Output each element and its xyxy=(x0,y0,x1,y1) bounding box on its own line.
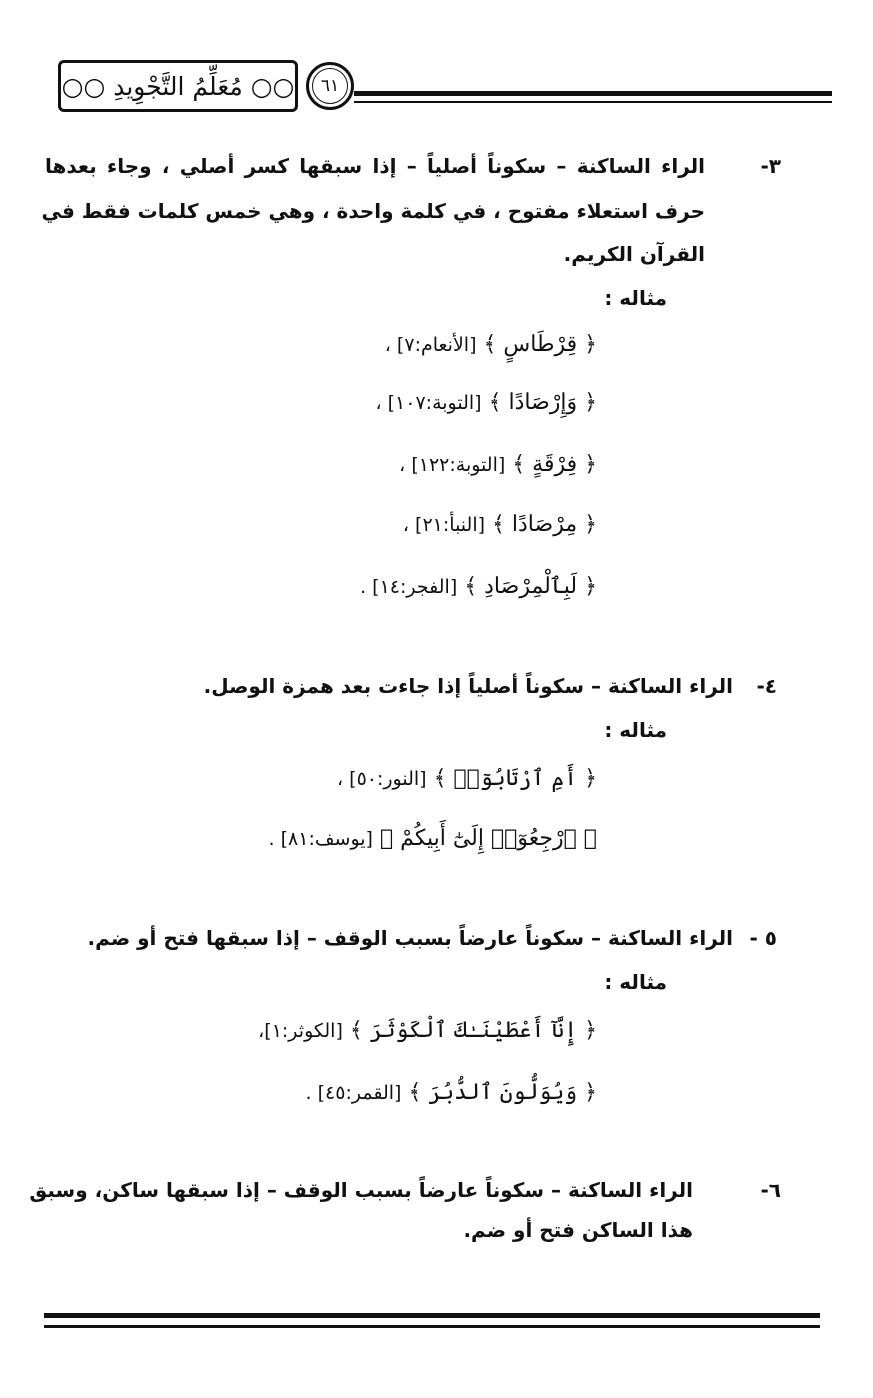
example-ref: [القمر:٤٥] . xyxy=(305,1082,402,1104)
header-rule-thin xyxy=(354,101,832,103)
section-3-line-1: الراء الساكنة – سكوناً أصلياً – إذا سبقها كسر أصلي ، وجاء بعدها xyxy=(45,154,705,178)
example-ref: [الأنعام:٧] ، xyxy=(384,334,477,356)
section-5-example-label: مثاله : xyxy=(604,970,667,994)
section-3-line-2: حرف استعلاء مفتوح ، في كلمة واحدة ، وهي خمس كلمات فقط في xyxy=(41,199,705,223)
example-word: ﴿ قِرْطَاسٍ ﴾ xyxy=(483,332,597,357)
section-3-example-label: مثاله : xyxy=(604,286,667,310)
example-word: ﴿ أَمِ ٱرْتَابُوٓا۟ ﴾ xyxy=(433,766,597,791)
example-ref: [التوبة:١٠٧] ، xyxy=(375,392,482,414)
section-6-line-2: هذا الساكن فتح أو ضم. xyxy=(463,1218,693,1242)
example-word: ﴿ إِنَّآ أَعْطَيْنَـٰكَ ٱلْكَوْثَرَ ﴾ xyxy=(349,1018,597,1043)
footer-rule xyxy=(44,1313,820,1318)
example-ref: [يوسف:٨١] . xyxy=(268,828,373,850)
section-6-line-1: الراء الساكنة – سكوناً عارضاً بسبب الوقف – إذا سبقها ساكن، وسبق xyxy=(29,1178,693,1202)
section-3-number: ٣- xyxy=(760,154,781,178)
example-irsadan xyxy=(375,390,597,415)
example-ref: [النبأ:٢١] ، xyxy=(402,514,486,536)
header-title-box xyxy=(58,60,298,112)
example-word: ﴿ فِرْقَةٍ ﴾ xyxy=(512,452,597,477)
example-ref: [الفجر:١٤] . xyxy=(360,576,458,598)
example-word: ﴿ وَيُوَلُّونَ ٱلدُّبُرَ ﴾ xyxy=(408,1080,597,1105)
section-5-line-1: الراء الساكنة – سكوناً عارضاً بسبب الوقف – إذا سبقها فتح أو ضم. xyxy=(87,926,733,950)
page-number: ٦١ xyxy=(320,76,340,96)
section-5-number: ٥ - xyxy=(749,926,777,950)
page-number-badge xyxy=(306,62,354,110)
section-3-line-3: القرآن الكريم. xyxy=(563,242,705,266)
section-4-example-label: مثاله : xyxy=(604,718,667,742)
section-6-number: ٦- xyxy=(760,1178,781,1202)
section-4-line-1: الراء الساكنة – سكوناً أصلياً إذا جاءت بعد همزة الوصل. xyxy=(203,674,733,698)
example-word: ﴿ لَبِٱلْمِرْصَادِ ﴾ xyxy=(464,574,597,599)
example-qirtas xyxy=(385,332,597,357)
example-mirsadan xyxy=(403,512,597,537)
example-word: ﴿ ٱرْجِعُوٓا۟ إِلَىٰٓ أَبِيكُمْ ﴾ xyxy=(379,826,597,851)
example-irtabu xyxy=(337,766,597,791)
header-rule xyxy=(354,91,832,96)
example-kawthar xyxy=(258,1018,597,1043)
book-title: ○○ مُعَلِّمُ التَّجْوِيدِ ○○ xyxy=(61,71,295,101)
example-bilmirsad xyxy=(360,574,597,599)
example-ref: [الكوثر:١]، xyxy=(258,1020,343,1042)
example-word: ﴿ وَإِرْصَادًا ﴾ xyxy=(488,390,597,415)
example-firqah xyxy=(399,452,597,477)
page-number-inner-circle xyxy=(312,68,348,104)
footer-rule-thin xyxy=(44,1325,820,1328)
example-dubur xyxy=(306,1080,597,1105)
section-4-number: ٤- xyxy=(756,674,777,698)
example-ref: [النور:٥٠] ، xyxy=(336,768,427,790)
example-word: ﴿ مِرْصَادًا ﴾ xyxy=(492,512,597,537)
example-irjiu xyxy=(269,826,597,851)
example-ref: [التوبة:١٢٢] ، xyxy=(399,454,506,476)
